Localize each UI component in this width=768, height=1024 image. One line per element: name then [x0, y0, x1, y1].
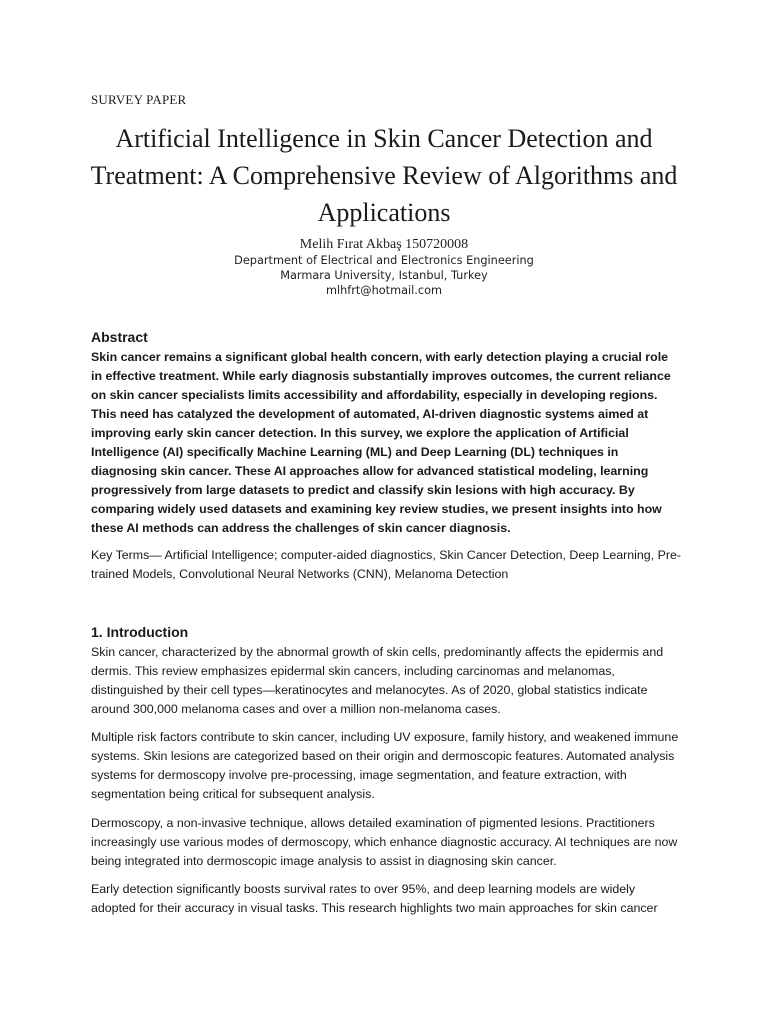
- author-line: Melih Fırat Akbaş 150720008: [299, 237, 469, 252]
- author-email: mlhfrt@hotmail.com: [325, 284, 443, 297]
- intro-paragraph: Dermoscopy, a non-invasive technique, allows detailed examination of pigmented lesions. Practitioners increasingly use various modes of dermoscopy, which enhance diagnostic accuracy. AI techniques are now being integrated into dermoscopic image analysis to assist in diagnosing skin cancer.: [91, 816, 678, 868]
- paper-type-label: SURVEY PAPER: [91, 92, 187, 107]
- abstract-text: Skin cancer remains a significant global health concern, with early detection playing a crucial role in effective treatment. While early diagnosis substantially improves outcomes, the current reliance on skin cancer specialists limits accessibility and affordability, especially in developing regions. This need has catalyzed the development of automated, AI-driven diagnostic systems aimed at improving early skin cancer detection. In this survey, we explore the application of Artificial Intelligence (AI) specifically Machine Learning (ML) and Deep Learning (DL) techniques in diagnosing skin cancer. These AI approaches allow for advanced statistical modeling, learning progressively from large datasets to predict and classify skin lesions with high accuracy. By comparing widely used datasets and examining key review studies, we present insights into how these AI methods can address the challenges of skin cancer diagnosis.: [91, 350, 671, 535]
- intro-paragraph: Multiple risk factors contribute to skin cancer, including UV exposure, family history, and weakened immune systems. Skin lesions are categorized based on their origin and dermoscopic features. Automated analysis systems for dermoscopy involve pre-processing, image segmentation, and feature extraction, with segmentation being critical for subsequent analysis.: [91, 730, 679, 801]
- paper-title: Artificial Intelligence in Skin Cancer Detection and Treatment: A Comprehensive Review of Algorithms and Applications: [90, 124, 678, 227]
- affiliation-university: Marmara University, Istanbul, Turkey: [280, 269, 488, 282]
- affiliation-department: Department of Electrical and Electronics Engineering: [234, 254, 534, 267]
- intro-paragraph: Skin cancer, characterized by the abnormal growth of skin cells, predominantly affects the epidermis and dermis. This review emphasizes epidermal skin cancers, including carcinomas and melanomas, distinguished by their cell types—keratinocytes and melanocytes. As of 2020, global statistics indicate around 300,000 melanoma cases and over a million non-melanoma cases.: [91, 645, 664, 716]
- intro-paragraph: Early detection significantly boosts survival rates to over 95%, and deep learning models are widely adopted for their accuracy in visual tasks. This research highlights two main approaches for skin cancer: [91, 882, 658, 915]
- key-terms: Key Terms— Artificial Intelligence; computer-aided diagnostics, Skin Cancer Detection, Deep Learning, Pre-trained Models, Convolutional Neural Networks (CNN), Melanoma Detection: [91, 548, 681, 581]
- introduction-heading: 1. Introduction: [91, 624, 189, 640]
- abstract-heading: Abstract: [91, 329, 148, 345]
